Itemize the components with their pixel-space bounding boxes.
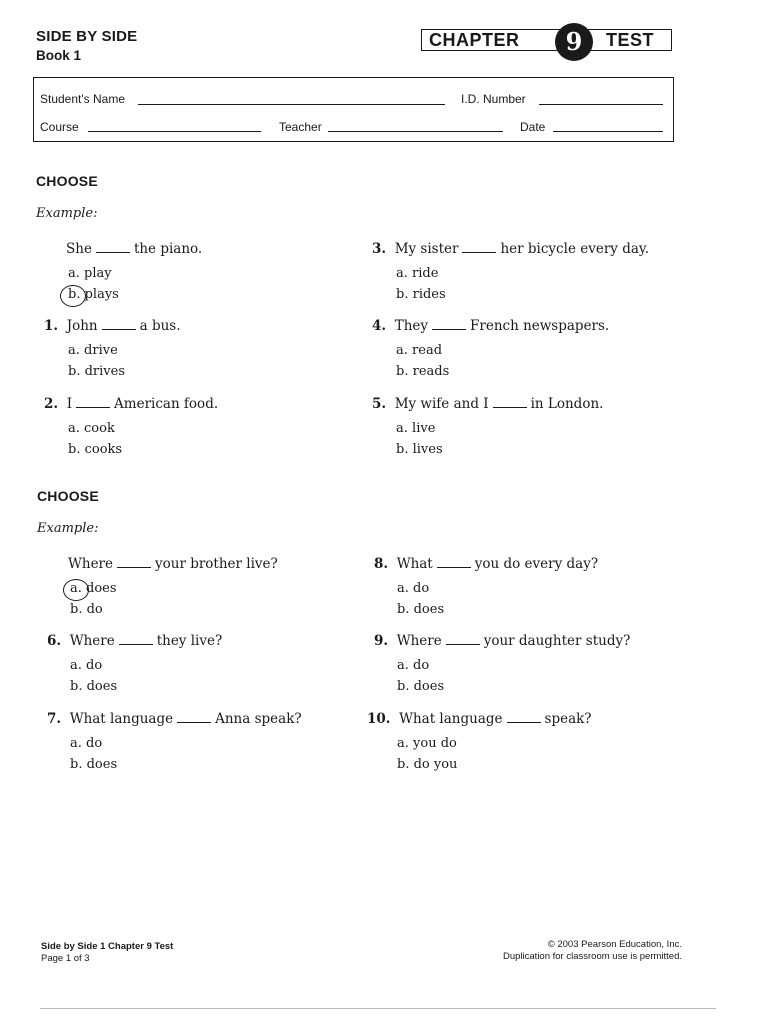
- question-text-before: John: [66, 318, 98, 334]
- chapter-label: CHAPTER: [429, 30, 520, 50]
- option-letter: a.: [68, 266, 80, 281]
- question-number: 10.: [367, 711, 391, 727]
- permission-text: Duplication for classroom use is permitted.: [503, 951, 682, 962]
- teacher-label: Teacher: [279, 120, 322, 134]
- option-b[interactable]: [68, 364, 125, 379]
- example-option-b: [70, 602, 103, 617]
- question-8: [374, 556, 598, 572]
- option-letter: a.: [70, 581, 82, 596]
- option-text: do: [86, 602, 103, 617]
- id-number-label: I.D. Number: [461, 92, 526, 106]
- option-text: cook: [84, 421, 115, 436]
- example-option-a: [70, 581, 117, 596]
- option-text: play: [84, 266, 112, 281]
- answer-blank[interactable]: [437, 567, 471, 568]
- question-text-before: What language: [399, 711, 503, 727]
- option-b[interactable]: [396, 442, 443, 457]
- option-text: do you: [413, 757, 458, 772]
- section-title: CHOOSE: [37, 488, 99, 504]
- question-number: 5.: [372, 396, 387, 412]
- option-b[interactable]: [396, 287, 446, 302]
- option-text: live: [412, 421, 436, 436]
- question-text-before: My sister: [394, 241, 459, 257]
- option-b[interactable]: [397, 757, 457, 772]
- option-text: plays: [84, 287, 119, 302]
- question-text-after: a bus.: [139, 318, 181, 334]
- option-letter: b.: [396, 364, 409, 379]
- option-text: reads: [412, 364, 450, 379]
- option-text: lives: [412, 442, 443, 457]
- book-title: Book 1: [36, 48, 82, 63]
- question-text-before: Where: [68, 556, 114, 572]
- question-6: [47, 633, 222, 649]
- option-text: drive: [84, 343, 118, 358]
- option-letter: a.: [70, 658, 82, 673]
- question-number: 6.: [47, 633, 62, 649]
- option-text: drives: [84, 364, 126, 379]
- option-text: does: [413, 602, 445, 617]
- option-text: do: [413, 658, 430, 673]
- question-number: 7.: [47, 711, 62, 727]
- teacher-field[interactable]: [328, 131, 503, 132]
- question-number: 9.: [374, 633, 389, 649]
- series-title: SIDE BY SIDE: [36, 28, 138, 45]
- question-2: [44, 396, 218, 412]
- option-text: you do: [413, 736, 457, 751]
- option-b[interactable]: [397, 602, 444, 617]
- date-field[interactable]: [553, 131, 663, 132]
- question-text-before: They: [394, 318, 429, 334]
- option-letter: a.: [397, 658, 409, 673]
- student-info-box: [33, 77, 674, 142]
- option-b[interactable]: [70, 679, 117, 694]
- question-text-after: your daughter study?: [483, 633, 631, 649]
- option-a[interactable]: [396, 343, 442, 358]
- option-letter: b.: [70, 679, 83, 694]
- answer-blank[interactable]: [462, 252, 496, 253]
- example-question: [66, 241, 202, 257]
- copyright-text: © 2003 Pearson Education, Inc.: [547, 939, 682, 950]
- test-label: TEST: [606, 30, 655, 50]
- example-option-a: [68, 266, 112, 281]
- option-b[interactable]: [70, 757, 117, 772]
- option-a[interactable]: [70, 736, 102, 751]
- chapter-number-badge: 9: [555, 23, 593, 61]
- question-number: 3.: [372, 241, 387, 257]
- option-letter: a.: [397, 581, 409, 596]
- question-text-before: Where: [396, 633, 442, 649]
- question-text-after: French newspapers.: [470, 318, 610, 334]
- option-a[interactable]: [68, 343, 118, 358]
- option-letter: a.: [70, 736, 82, 751]
- option-letter: a.: [396, 266, 408, 281]
- date-label: Date: [520, 120, 546, 134]
- question-3: [372, 241, 649, 257]
- question-text-before: Where: [69, 633, 115, 649]
- answer-blank[interactable]: [432, 329, 466, 330]
- option-letter: b.: [68, 442, 81, 457]
- question-number: 8.: [374, 556, 389, 572]
- option-letter: a.: [68, 343, 80, 358]
- footer-right: [503, 939, 682, 963]
- question-text-before: I: [66, 396, 73, 412]
- option-a[interactable]: [397, 736, 457, 751]
- question-text-after: Anna speak?: [215, 711, 302, 727]
- option-text: do: [86, 736, 103, 751]
- question-number: 4.: [372, 318, 387, 334]
- question-text-after: American food.: [114, 396, 219, 412]
- answer-blank[interactable]: [76, 407, 110, 408]
- option-text: do: [86, 658, 103, 673]
- question-text-after: you do every day?: [474, 556, 599, 572]
- option-letter: b.: [396, 287, 409, 302]
- bottom-divider: [40, 1008, 716, 1009]
- question-text-before: She: [66, 241, 92, 257]
- option-b[interactable]: [396, 364, 449, 379]
- option-letter: a.: [396, 421, 408, 436]
- option-letter: a.: [68, 421, 80, 436]
- footer-left: [41, 941, 173, 965]
- section-title: CHOOSE: [36, 173, 98, 189]
- option-text: does: [86, 757, 118, 772]
- option-text: read: [412, 343, 443, 358]
- question-text-after: in London.: [530, 396, 604, 412]
- option-letter: a.: [397, 736, 409, 751]
- option-b[interactable]: [397, 679, 444, 694]
- option-letter: b.: [397, 602, 410, 617]
- question-7: [47, 711, 302, 727]
- option-text: do: [413, 581, 430, 596]
- question-10: [367, 711, 592, 727]
- option-letter: b.: [396, 442, 409, 457]
- question-1: [44, 318, 181, 334]
- answer-blank[interactable]: [177, 722, 211, 723]
- option-a[interactable]: [396, 421, 435, 436]
- answer-blank: [117, 567, 151, 568]
- example-label: Example:: [36, 206, 98, 221]
- example-option-b: [68, 287, 119, 302]
- option-letter: b.: [70, 757, 83, 772]
- footer-test-title: Side by Side 1 Chapter 9 Test: [41, 941, 174, 952]
- option-text: does: [86, 581, 117, 596]
- option-letter: b.: [70, 602, 83, 617]
- answer-blank: [96, 252, 130, 253]
- question-9: [374, 633, 630, 649]
- question-text-before: What language: [69, 711, 174, 727]
- question-number: 2.: [44, 396, 59, 412]
- answer-blank[interactable]: [507, 722, 541, 723]
- option-a[interactable]: [397, 581, 429, 596]
- option-a[interactable]: [70, 658, 102, 673]
- option-letter: b.: [397, 679, 410, 694]
- option-text: does: [413, 679, 445, 694]
- option-a[interactable]: [396, 266, 438, 281]
- answer-blank[interactable]: [446, 644, 480, 645]
- option-text: cooks: [84, 442, 123, 457]
- student-name-label: Student's Name: [40, 92, 126, 106]
- example-question: [68, 556, 278, 572]
- course-field[interactable]: [88, 131, 261, 132]
- question-text-after: your brother live?: [155, 556, 278, 572]
- option-letter: a.: [396, 343, 408, 358]
- example-label: Example:: [37, 521, 99, 536]
- option-letter: b.: [68, 364, 81, 379]
- course-label: Course: [40, 120, 79, 134]
- question-text-after: they live?: [156, 633, 223, 649]
- question-text-after: speak?: [544, 711, 592, 727]
- question-number: 1.: [44, 318, 59, 334]
- question-text-after: her bicycle every day.: [500, 241, 650, 257]
- question-text-after: the piano.: [133, 241, 203, 257]
- option-text: does: [86, 679, 118, 694]
- question-text-before: What: [396, 556, 433, 572]
- question-5: [372, 396, 603, 412]
- option-text: ride: [412, 266, 439, 281]
- student-name-field[interactable]: [138, 104, 445, 105]
- question-text-before: My wife and I: [394, 396, 489, 412]
- option-a[interactable]: [397, 658, 429, 673]
- option-letter: b.: [68, 287, 81, 302]
- option-b[interactable]: [68, 442, 122, 457]
- answer-blank[interactable]: [119, 644, 153, 645]
- option-a[interactable]: [68, 421, 115, 436]
- answer-blank[interactable]: [102, 329, 136, 330]
- option-letter: b.: [397, 757, 410, 772]
- option-text: rides: [412, 287, 446, 302]
- answer-blank[interactable]: [493, 407, 527, 408]
- page-number: Page 1 of 3: [41, 953, 90, 964]
- question-4: [372, 318, 609, 334]
- id-number-field[interactable]: [539, 104, 663, 105]
